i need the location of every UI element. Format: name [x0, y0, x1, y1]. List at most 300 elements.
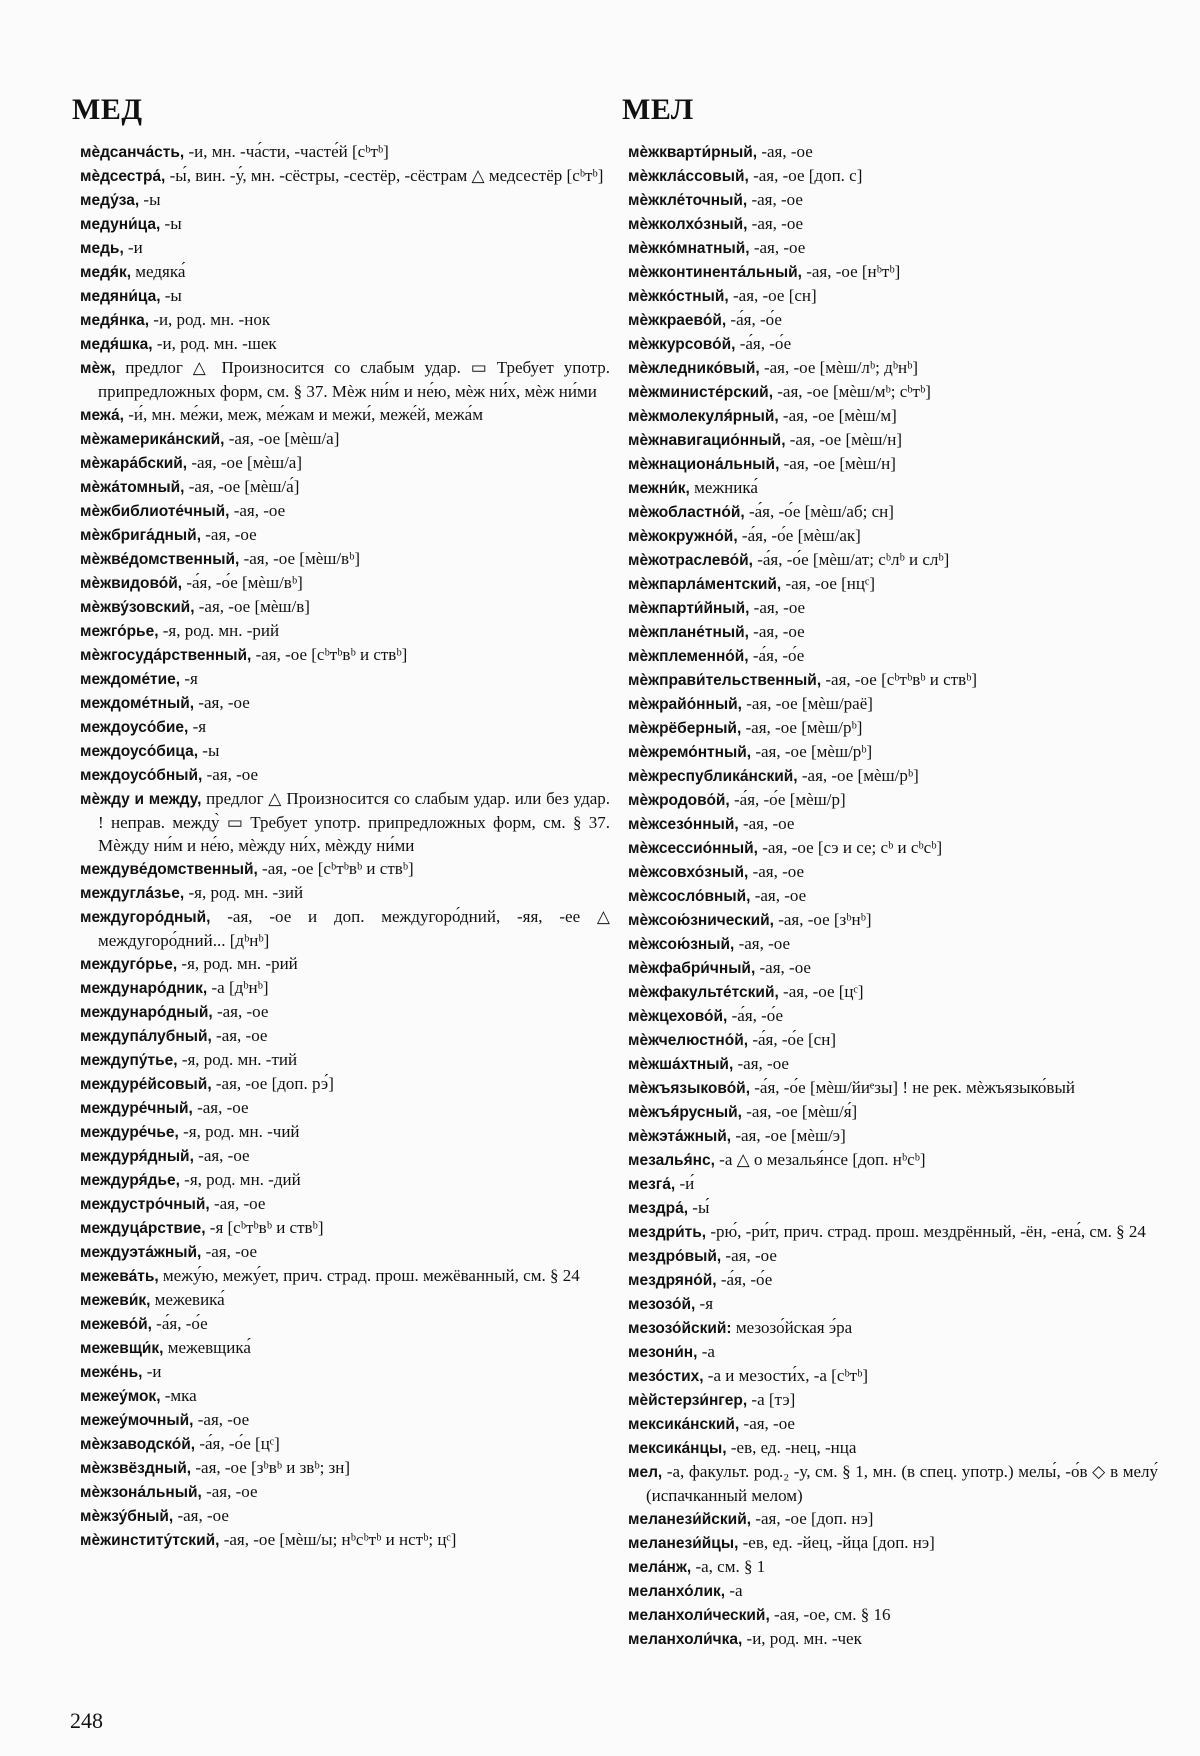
entry-definition: -ев, ед. -йец, -йца [доп. нэ] — [738, 1533, 935, 1552]
entry-headword: мѐйстерзи́нгер, — [628, 1392, 748, 1409]
entry-definition: -ая, -ое [мѐш/мᵇ; сᵇтᵇ] — [773, 382, 931, 401]
dictionary-entry — [628, 164, 1158, 188]
entry-headword: мѐжъязыково́й, — [628, 1080, 751, 1097]
entry-definition: -и, род. мн. -чек — [742, 1629, 862, 1648]
entry-definition: -ая, -ое — [194, 693, 250, 712]
dictionary-entry — [80, 1192, 610, 1216]
dictionary-entry — [628, 740, 1158, 764]
dictionary-entry — [628, 1244, 1158, 1268]
entry-headword: междуря́дный, — [80, 1148, 194, 1165]
entry-definition: -ая, -ое [доп. с] — [748, 166, 863, 185]
entry-headword: мѐжве́домственный, — [80, 551, 240, 568]
dictionary-entry — [628, 548, 1158, 572]
entry-definition: -я, род. мн. -рий — [177, 954, 298, 973]
entry-definition: -а [дᵇнᵇ] — [207, 978, 269, 997]
entry-definition: -ая, -ое — [733, 1054, 789, 1073]
dictionary-entry — [628, 1507, 1158, 1531]
entry-headword: мѐжправи́тельственный, — [628, 672, 822, 689]
dictionary-entry — [628, 908, 1158, 932]
entry-definition: -ая, -ое [мѐш/а] — [224, 429, 340, 448]
dictionary-entry — [628, 380, 1158, 404]
entry-definition: -ая, -ое — [201, 525, 257, 544]
entry-definition: -ая, -ое [цᶜ] — [778, 982, 864, 1001]
dictionary-entry — [80, 595, 610, 619]
entry-headword: мѐжкла́ссовый, — [628, 168, 749, 185]
entry-definition: -ая, -ое [мѐш/н] — [785, 430, 902, 449]
entry-headword: мѐжзаводско́й, — [80, 1436, 196, 1453]
dictionary-entry — [628, 452, 1158, 476]
dictionary-entry — [628, 140, 1158, 164]
entry-definition: -я, род. мн. -чий — [178, 1122, 300, 1141]
dictionary-entry — [628, 860, 1158, 884]
dictionary-entry — [628, 1603, 1158, 1627]
entry-headword: меланези́йцы, — [628, 1535, 739, 1552]
entry-definition: -ая, -ое [мѐш/я́] — [741, 1102, 858, 1121]
dictionary-entry — [628, 812, 1158, 836]
entry-headword: мѐжнавигацио́нный, — [628, 432, 786, 449]
entry-headword: мѐжминисте́рский, — [628, 384, 774, 401]
dictionary-entry — [628, 212, 1158, 236]
entry-headword: междуэта́жный, — [80, 1244, 202, 1261]
entry-definition: -я [сᵇтᵇвᵇ и ствᵇ] — [205, 1218, 324, 1237]
entry-headword: меланхоли́чка, — [628, 1631, 743, 1648]
entry-definition: -ая, -ое — [748, 862, 805, 881]
entry-headword: междоусо́бица, — [80, 743, 199, 760]
dictionary-entry — [80, 667, 610, 691]
dictionary-entry — [628, 1340, 1158, 1364]
entry-definition: межу́ю, межу́ет, прич. страд. прош. межёванный, см. § 24 — [158, 1266, 580, 1285]
dictionary-entry — [80, 619, 610, 643]
dictionary-entry — [80, 308, 610, 332]
dictionary-entry — [80, 451, 610, 475]
dictionary-entry — [80, 1360, 610, 1384]
entry-headword: медя́нка, — [80, 312, 150, 329]
entry-definition: -ая, -ое [сᵇтᵇвᵇ и ствᵇ] — [821, 670, 978, 689]
entry-headword: мѐжсовхо́зный, — [628, 864, 749, 881]
entry-definition: -а́я, -о́е — [748, 646, 805, 665]
entry-definition: -ая, -ое — [755, 958, 811, 977]
entry-definition: -ы — [160, 286, 182, 305]
entry-headword: мѐжзу́бный, — [80, 1508, 174, 1525]
entry-headword: междуца́рствие, — [80, 1220, 206, 1237]
dictionary-entry — [80, 1024, 610, 1048]
entry-headword: меже́нь, — [80, 1364, 143, 1381]
entry-definition: -а, факульт. род.₂ -у, см. § 1, мн. (в спец. употр.) мелы́, -о́в ◇ в мелу́ (испачканный мелом) — [646, 1462, 1158, 1505]
entry-definition: -ая, -ое [мѐш/н] — [779, 454, 896, 473]
entry-definition: -ая, -ое и доп. междугоро́дний, -яя, -ее △ междугоро́дний... [дᵇнᵇ] — [98, 907, 610, 950]
entry-headword: мѐжинститу́тский, — [80, 1532, 220, 1549]
entry-headword: мѐжву́зовский, — [80, 599, 195, 616]
entry-headword: междоме́тие, — [80, 671, 181, 688]
entry-headword: мездро́вый, — [628, 1248, 722, 1265]
entry-definition: -и, род. мн. -шек — [152, 334, 277, 353]
entry-headword: мѐжпарти́йный, — [628, 600, 750, 617]
entry-headword: мѐжреспублика́нский, — [628, 768, 798, 785]
entry-definition: -ая, -ое — [193, 1146, 250, 1165]
entry-headword: мѐжродово́й, — [628, 792, 730, 809]
dictionary-entry — [628, 980, 1158, 1004]
dictionary-entry — [628, 1004, 1158, 1028]
dictionary-entry — [80, 1120, 610, 1144]
entry-definition: -ая, -ое [сн] — [728, 286, 817, 305]
entry-definition: -ая, -ое [мѐш/лᵇ; дᵇнᵇ] — [759, 358, 919, 377]
entry-headword: междуре́чье, — [80, 1124, 179, 1141]
dictionary-entry — [628, 1172, 1158, 1196]
entry-definition: -а [тэ] — [747, 1390, 796, 1409]
entry-definition: -ев, ед. -нец, -нца — [726, 1438, 857, 1457]
dictionary-entry — [628, 404, 1158, 428]
entry-headword: мѐжсою́знический, — [628, 912, 774, 929]
entry-definition: -ая, -ое — [209, 1194, 266, 1213]
entry-definition: межника́ — [689, 478, 758, 497]
entry-headword: междуглá́зье, — [80, 885, 185, 902]
entry-definition: -ая, -ое [мѐш/м] — [778, 406, 897, 425]
entry-definition: -а — [697, 1342, 715, 1361]
dictionary-entry — [80, 1048, 610, 1072]
entry-headword: межеви́к, — [80, 1292, 151, 1309]
entry-headword: мѐжкварти́рный, — [628, 144, 758, 161]
dictionary-entry — [80, 284, 610, 308]
entry-definition: -я — [695, 1294, 714, 1313]
dictionary-entry — [628, 284, 1158, 308]
dictionary-entry — [80, 1144, 610, 1168]
dictionary-entry — [80, 571, 610, 595]
dictionary-entry — [628, 332, 1158, 356]
entry-definition: -ая, -ое [мѐш/а́] — [184, 477, 300, 496]
dictionary-entry — [80, 787, 610, 857]
entry-headword: меду́за, — [80, 192, 140, 209]
entry-headword: междугоро́дный, — [80, 909, 211, 926]
entry-definition: -а́я, -о́е — [726, 310, 782, 329]
entry-headword: мѐжсою́зный, — [628, 936, 735, 953]
entry-headword: мѐжара́бский, — [80, 455, 188, 472]
entry-definition: -ая, -ое — [192, 1098, 249, 1117]
entry-definition: -ая, -ое — [739, 1414, 795, 1433]
entry-headword: мѐжколхо́зный, — [628, 216, 748, 233]
dictionary-entry — [628, 668, 1158, 692]
entry-definition: -я — [188, 717, 207, 736]
dictionary-entry — [80, 1000, 610, 1024]
entry-headword: мѐжокружно́й, — [628, 528, 738, 545]
dictionary-entry — [80, 499, 610, 523]
entry-headword: межни́к, — [628, 480, 690, 497]
entry-definition: -и — [123, 238, 143, 257]
entry-headword: мѐжша́хтный, — [628, 1056, 734, 1073]
dictionary-entry — [80, 547, 610, 571]
entry-definition: -ы́, вин. -у́, мн. -сёстры, -сестёр, -сёстрам △ медсестёр [сᵇтᵇ] — [165, 166, 604, 185]
dictionary-entry — [628, 1460, 1158, 1507]
entry-definition: -ая, -ое [доп. рэ́] — [211, 1074, 334, 1093]
entry-definition: -ая, -ое — [201, 1242, 258, 1261]
dictionary-entry — [628, 1028, 1158, 1052]
entry-headword: мезо́стих, — [628, 1368, 704, 1385]
entry-definition: -ая, -ое — [212, 1002, 269, 1021]
entry-definition: -а́я, -о́е [мѐш/аб; сн] — [744, 502, 894, 521]
entry-headword: междоусо́бный, — [80, 767, 203, 784]
dictionary-entry — [628, 716, 1158, 740]
dictionary-entry — [628, 884, 1158, 908]
dictionary-entry — [80, 356, 610, 403]
entry-definition: -а и мезости́х, -а [сᵇтᵇ] — [703, 1366, 869, 1385]
entry-headword: междуве́домственный, — [80, 861, 258, 878]
entry-definition: -ая, -ое [мѐш/ы; нᵇсᵇтᵇ и нстᵇ; цᶜ] — [219, 1530, 457, 1549]
entry-headword: мѐжгосуда́рственный, — [80, 647, 252, 664]
entry-headword: междоусо́бие, — [80, 719, 189, 736]
entry-definition: -ая, -ое — [229, 501, 286, 520]
entry-definition: -а — [725, 1581, 743, 1600]
dictionary-entry — [628, 620, 1158, 644]
dictionary-entry — [80, 164, 610, 188]
entry-headword: меланези́йский, — [628, 1511, 752, 1528]
dictionary-entry — [628, 1220, 1158, 1244]
dictionary-entry — [80, 739, 610, 763]
entry-definition: -а́я, -о́е [мѐш/ат; сᵇлᵇ и слᵇ] — [752, 550, 950, 569]
entry-definition: -ая, -ое [мѐш/а] — [187, 453, 303, 472]
entry-headword: мѐжцехово́й, — [628, 1008, 728, 1025]
entry-headword: мѐжкраево́й, — [628, 312, 727, 329]
entry-headword: мѐжкле́точный, — [628, 192, 748, 209]
dictionary-entry — [80, 1312, 610, 1336]
entry-headword: мѐжкурсово́й, — [628, 336, 736, 353]
entry-headword: мѐжобластно́й, — [628, 504, 745, 521]
entry-definition: -а, см. § 1 — [691, 1557, 766, 1576]
entry-headword: мѐжнациона́льный, — [628, 456, 780, 473]
dictionary-entry — [80, 1504, 610, 1528]
page-number: 248 — [70, 1708, 103, 1733]
entry-headword: мездряно́й, — [628, 1272, 717, 1289]
entry-definition: -ая, -ое [доп. нэ] — [751, 1509, 874, 1528]
entry-headword: мѐжэта́жный, — [628, 1128, 732, 1145]
entry-definition: -и, мн. -ча́сти, -часте́й [сᵇтᵇ] — [184, 142, 389, 161]
entry-headword: межго́рье, — [80, 623, 159, 640]
dictionary-entry — [628, 956, 1158, 980]
entry-headword: междуго́рье, — [80, 956, 178, 973]
left-column — [80, 140, 610, 1552]
dictionary-entry — [628, 788, 1158, 812]
entry-definition: -ая, -ое [мѐш/раё] — [741, 694, 873, 713]
dictionary-entry — [628, 1388, 1158, 1412]
entry-headword: мезозо́й, — [628, 1296, 696, 1313]
dictionary-entry — [80, 140, 610, 164]
entry-headword: мездра́, — [628, 1200, 689, 1217]
entry-headword: мѐжко́мнатный, — [628, 240, 750, 257]
entry-definition: -а́я, -о́е [мѐш/ак] — [737, 526, 861, 545]
entry-definition: -ая, -ое [сэ и се; сᵇ и сᵇсᵇ] — [757, 838, 943, 857]
dictionary-entry — [628, 476, 1158, 500]
entry-definition: -ая, -ое [зᵇвᵇ и звᵇ; зн] — [191, 1458, 351, 1477]
entry-headword: мѐжплеменно́й, — [628, 648, 749, 665]
entry-definition: -а́я, -о́е — [151, 1314, 208, 1333]
dictionary-entry — [628, 428, 1158, 452]
dictionary-entry — [628, 1555, 1158, 1579]
entry-headword: мезалья́нс, — [628, 1152, 715, 1169]
dictionary-entry — [80, 691, 610, 715]
entry-headword: межа́, — [80, 407, 124, 424]
dictionary-entry — [80, 427, 610, 451]
dictionary-entry — [80, 212, 610, 236]
dictionary-entry — [628, 596, 1158, 620]
entry-headword: мѐжрёберный, — [628, 720, 742, 737]
entry-definition: мезозо́йская э́ра — [731, 1318, 853, 1337]
entry-definition: -а́я, -о́е — [735, 334, 792, 353]
entry-headword: мѐжсосло́вный, — [628, 888, 751, 905]
entry-headword: мѐж, — [80, 360, 116, 377]
dictionary-entry — [80, 236, 610, 260]
entry-definition: -ы́ — [688, 1198, 710, 1217]
dictionary-entry — [628, 1627, 1158, 1651]
entry-headword: медь, — [80, 240, 124, 257]
entry-headword: междунаро́дник, — [80, 980, 208, 997]
page-header-right: МЕЛ — [622, 93, 694, 126]
entry-headword: меланхо́лик, — [628, 1583, 726, 1600]
dictionary-entry — [628, 572, 1158, 596]
entry-definition: -ая, -ое [мѐш/вᵇ] — [239, 549, 361, 568]
entry-definition: -рю́, -ри́т, прич. страд. прош. мездрённый, -ён, -ена́, см. § 24 — [706, 1222, 1146, 1241]
entry-headword: мѐжсессио́нный, — [628, 840, 758, 857]
entry-headword: межеу́мок, — [80, 1388, 161, 1405]
entry-definition: -ая, -ое [сᵇтᵇвᵇ и ствᵇ] — [251, 645, 408, 664]
dictionary-entry — [80, 403, 610, 427]
dictionary-entry — [628, 644, 1158, 668]
entry-definition: -и́, мн. ме́жи, меж, ме́жам и межи́, меже́й, межа́м — [124, 405, 483, 424]
entry-definition: -а́я, -о́е [цᶜ] — [195, 1434, 280, 1453]
dictionary-entry — [628, 1196, 1158, 1220]
entry-headword: мѐжвидово́й, — [80, 575, 183, 592]
entry-definition: -ая, -ое — [734, 934, 791, 953]
entry-headword: мѐжзвёздный, — [80, 1460, 192, 1477]
entry-definition: медяка́ — [131, 262, 186, 281]
dictionary-entry — [80, 1480, 610, 1504]
entry-definition: -ая, -ое [зᵇнᵇ] — [773, 910, 872, 929]
dictionary-entry — [628, 260, 1158, 284]
entry-headword: мѐжледнико́вый, — [628, 360, 760, 377]
entry-definition: -я, род. мн. -рий — [158, 621, 280, 640]
entry-headword: междуре́чный, — [80, 1100, 193, 1117]
entry-definition: -ая, -ое [мѐш/рᵇ] — [797, 766, 919, 785]
entry-headword: мѐжбрига́дный, — [80, 527, 201, 544]
entry-headword: мѐжбиблиоте́чный, — [80, 503, 230, 520]
dictionary-entry — [628, 1531, 1158, 1555]
entry-headword: мѐдсанча́сть, — [80, 144, 185, 161]
entry-headword: меланхоли́ческий, — [628, 1607, 770, 1624]
entry-definition: -ая, -ое — [202, 765, 259, 784]
entry-headword: междуря́дье, — [80, 1172, 180, 1189]
entry-definition: -а́я, -о́е — [716, 1270, 773, 1289]
entry-definition: предлог △ Произносится со слабым удар. ▭ Требует употр. припредложных форм, см. § 37. Мѐж ни́м и не́ю, мѐж ни́х, мѐж ни́ми — [98, 358, 610, 401]
entry-definition: -ая, -ое — [193, 1410, 250, 1429]
right-column — [628, 140, 1158, 1651]
entry-headword: мѐжплане́тный, — [628, 624, 749, 641]
dictionary-entry — [628, 1076, 1158, 1100]
entry-headword: мел, — [628, 1464, 663, 1481]
entry-headword: медя́шка, — [80, 336, 153, 353]
entry-headword: междупа́лубный, — [80, 1028, 212, 1045]
dictionary-entry — [628, 1268, 1158, 1292]
page-header-left: МЕД — [72, 93, 143, 126]
entry-definition: межевика́ — [150, 1290, 225, 1309]
dictionary-entry — [628, 188, 1158, 212]
dictionary-entry — [80, 715, 610, 739]
dictionary-entry — [628, 692, 1158, 716]
dictionary-entry — [80, 1240, 610, 1264]
dictionary-entry — [80, 1432, 610, 1456]
entry-headword: междупу́тье, — [80, 1052, 178, 1069]
entry-definition: -ая, -ое [нцᶜ] — [781, 574, 875, 593]
dictionary-entry — [80, 475, 610, 499]
dictionary-entry — [628, 1316, 1158, 1340]
entry-definition: -ы — [198, 741, 220, 760]
entry-headword: мѐжсезо́нный, — [628, 816, 739, 833]
entry-definition: -я, род. мн. -тий — [177, 1050, 298, 1069]
entry-headword: мѐжпарла́ментский, — [628, 576, 782, 593]
entry-headword: междуре́йсовый, — [80, 1076, 212, 1093]
dictionary-entry — [628, 500, 1158, 524]
entry-headword: междунаро́дный, — [80, 1004, 213, 1021]
entry-definition: -ая, -ое — [721, 1246, 777, 1265]
entry-definition: -ая, -ое [мѐш/рᵇ] — [751, 742, 873, 761]
dictionary-entry — [628, 524, 1158, 548]
dictionary-entry — [80, 1264, 610, 1288]
entry-definition: -ая, -ое — [173, 1506, 229, 1525]
dictionary-entry — [628, 1412, 1158, 1436]
entry-headword: междоме́тный, — [80, 695, 195, 712]
dictionary-entry — [80, 1288, 610, 1312]
dictionary-entry — [628, 1292, 1158, 1316]
entry-definition: -ая, -ое — [757, 142, 813, 161]
entry-definition: -ая, -ое [нᵇтᵇ] — [801, 262, 901, 281]
entry-definition: -ая, -ое — [747, 214, 804, 233]
entry-definition: -ая, -ое [мѐш/э] — [731, 1126, 846, 1145]
entry-definition: -ая, -ое [мѐш/рᵇ] — [741, 718, 863, 737]
dictionary-entry — [80, 1072, 610, 1096]
dictionary-entry — [628, 308, 1158, 332]
entry-headword: межева́ть, — [80, 1268, 159, 1285]
dictionary-entry — [80, 1408, 610, 1432]
entry-headword: мексика́нский, — [628, 1416, 740, 1433]
dictionary-entry — [628, 836, 1158, 860]
dictionary-entry — [80, 260, 610, 284]
dictionary-entry — [628, 236, 1158, 260]
entry-definition: -и, род. мн. -нок — [149, 310, 271, 329]
dictionary-entry — [80, 332, 610, 356]
dictionary-entry — [628, 1124, 1158, 1148]
entry-definition: -ая, -ое — [748, 622, 805, 641]
entry-definition: -ая, -ое — [749, 598, 806, 617]
entry-definition: -ая, -ое — [211, 1026, 268, 1045]
entry-definition: -я, род. мн. -дий — [179, 1170, 301, 1189]
dictionary-entry — [80, 1528, 610, 1552]
dictionary-entry — [628, 1364, 1158, 1388]
entry-headword: мѐжъя́русный, — [628, 1104, 742, 1121]
entry-headword: мѐжчелюстно́й, — [628, 1032, 749, 1049]
entry-definition: -ы — [160, 214, 182, 233]
dictionary-entry — [80, 1216, 610, 1240]
entry-definition: -мка — [160, 1386, 197, 1405]
entry-headword: мѐжфакульте́тский, — [628, 984, 779, 1001]
dictionary-entry — [80, 1384, 610, 1408]
entry-headword: мѐжа́томный, — [80, 479, 185, 496]
entry-definition: -а́я, -о́е [сн] — [748, 1030, 836, 1049]
entry-headword: межево́й, — [80, 1316, 152, 1333]
entry-headword: медяни́ца, — [80, 288, 161, 305]
entry-headword: мела́нж, — [628, 1559, 692, 1576]
entry-headword: мѐжзона́льный, — [80, 1484, 202, 1501]
entry-headword: междустро́чный, — [80, 1196, 210, 1213]
entry-headword: мексика́нцы, — [628, 1440, 727, 1457]
entry-headword: медя́к, — [80, 264, 132, 281]
entry-definition: -а́я, -о́е [мѐш/р] — [729, 790, 846, 809]
entry-definition: -ая, -ое — [749, 238, 806, 257]
